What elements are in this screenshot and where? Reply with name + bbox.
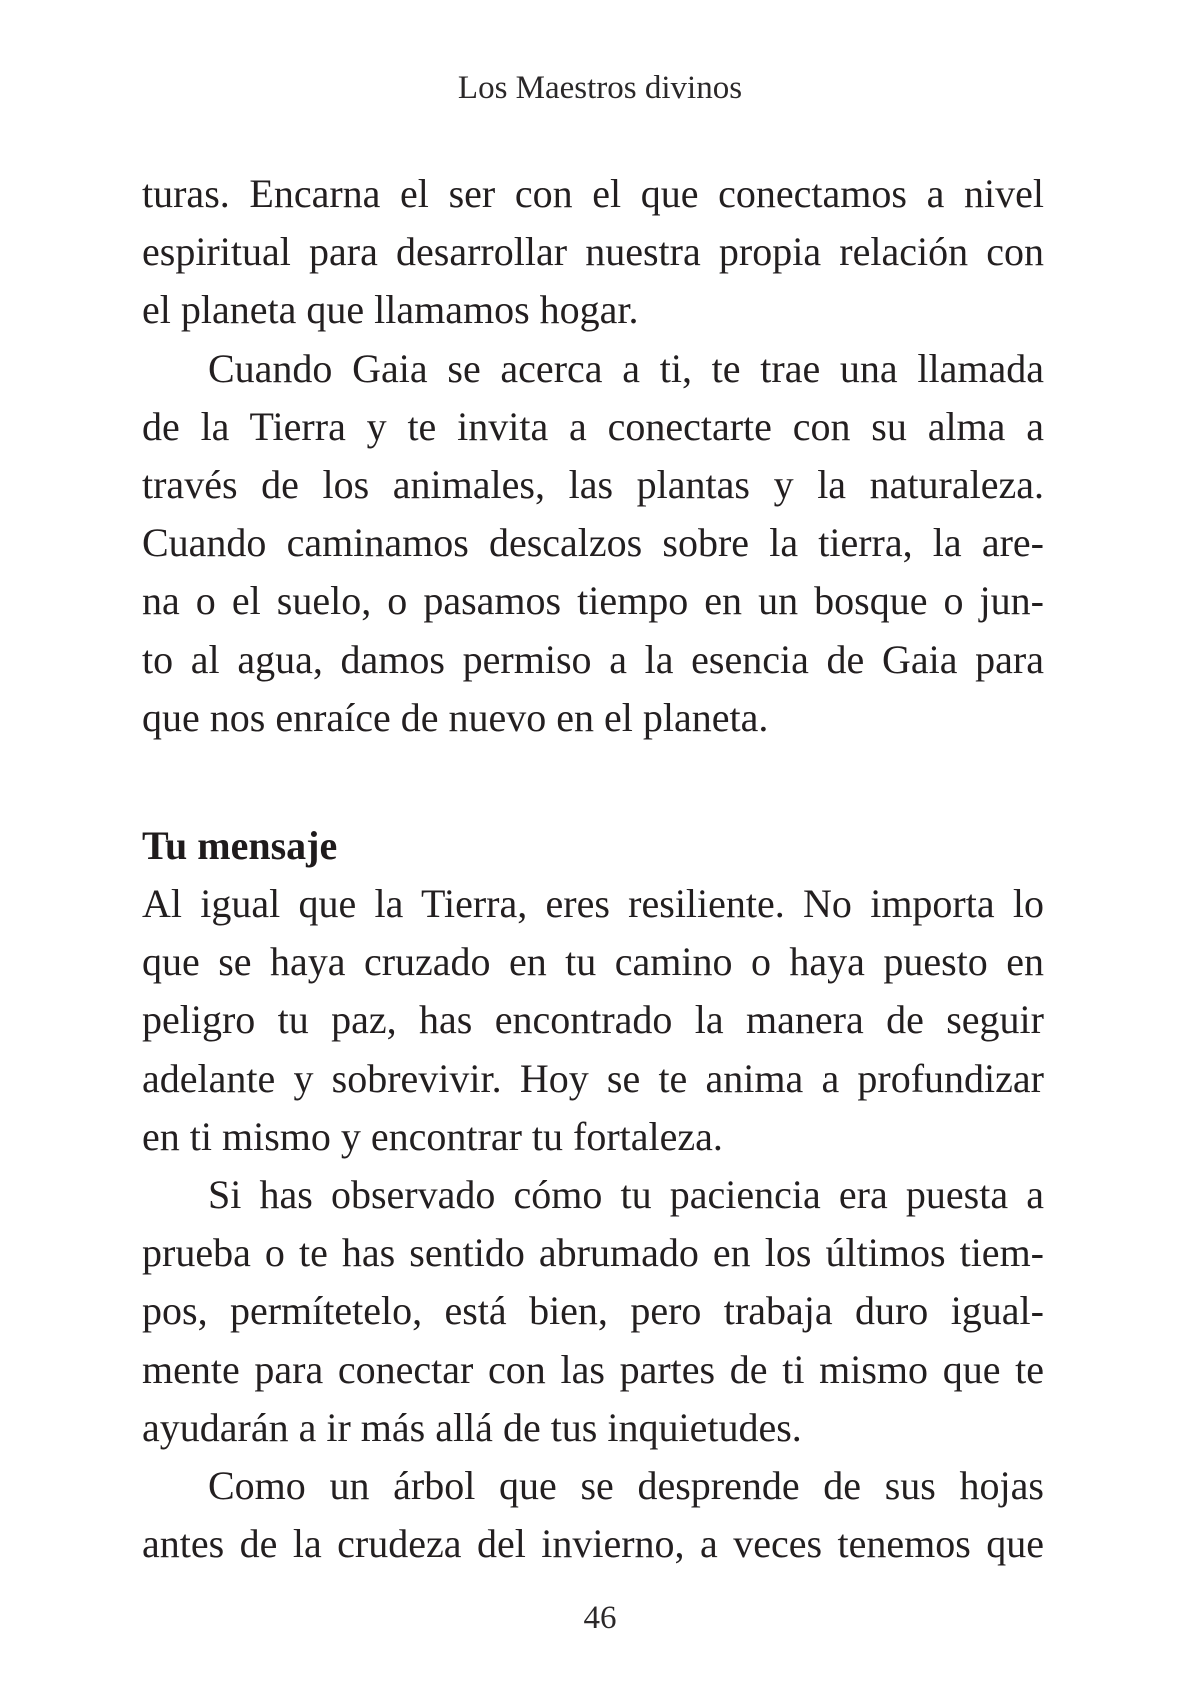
text-line: Si has observado cómo tu paciencia era puesta a	[208, 1172, 1044, 1217]
text-line: mente para conectar con las partes de ti mismo que te	[142, 1346, 1044, 1392]
text-line: en ti mismo y encontrar tu fortaleza.	[142, 1113, 723, 1159]
section-heading: Tu mensaje	[142, 822, 338, 868]
section-spacer	[142, 747, 1044, 805]
running-title: Los Maestros divinos	[457, 70, 743, 106]
page-body	[142, 165, 1044, 1573]
text-line: Como un árbol que se desprende de sus hojas	[208, 1462, 1044, 1508]
paragraph-4	[142, 1166, 1044, 1457]
text-line: to al agua, damos permiso a la esencia de Gaia para	[142, 636, 1044, 682]
paragraph-2	[142, 340, 1044, 747]
text-line: Cuando caminamos descalzos sobre la tierra, la are-	[142, 520, 1044, 566]
text-line: de la Tierra y te invita a conectarte con su alma a	[142, 403, 1044, 449]
paragraph-1	[142, 165, 1044, 340]
text-line: peligro tu paz, has encontrado la manera de seguir	[142, 997, 1044, 1043]
page-number: 46	[583, 1600, 617, 1636]
text-line: que se haya cruzado en tu camino o haya puesto en	[142, 939, 1044, 985]
paragraph-3	[142, 875, 1044, 1166]
text-line: que nos enraíce de nuevo en el planeta.	[142, 694, 769, 740]
text-line: el planeta que llamamos hogar.	[142, 287, 639, 333]
text-line: ayudarán a ir más allá de tus inquietudes.	[142, 1404, 802, 1450]
text-line: na o el suelo, o pasamos tiempo en un bosque o jun-	[142, 578, 1044, 624]
text-line: Cuando Gaia se acerca a ti, te trae una llamada	[208, 345, 1044, 391]
text-line: pos, permítetelo, está bien, pero trabaja duro igual-	[142, 1288, 1044, 1334]
text-line: prueba o te has sentido abrumado en los últimos tiem-	[142, 1230, 1044, 1276]
paragraph-5	[142, 1457, 1044, 1573]
text-line: adelante y sobrevivir. Hoy se te anima a profundizar	[142, 1055, 1044, 1101]
text-line: turas. Encarna el ser con el que conectamos a nivel	[142, 171, 1044, 216]
text-line: espiritual para desarrollar nuestra propia relación con	[142, 229, 1044, 275]
text-line: través de los animales, las plantas y la naturaleza.	[142, 461, 1044, 507]
text-line: antes de la crudeza del invierno, a veces tenemos que	[142, 1521, 1044, 1567]
text-line: Al igual que la Tierra, eres resiliente. No importa lo	[142, 881, 1044, 927]
